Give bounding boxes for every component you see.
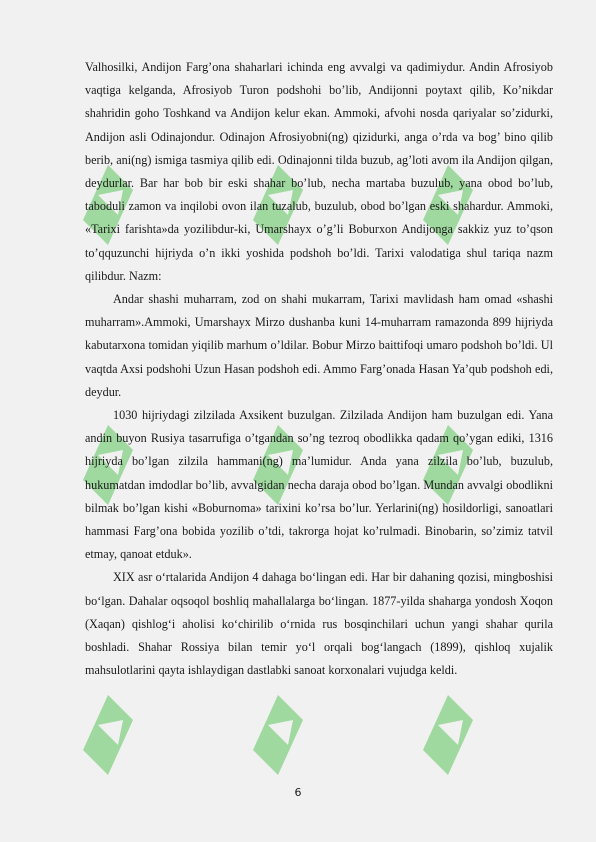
document-body xyxy=(85,56,553,682)
watermark-logo-icon xyxy=(78,690,138,780)
paragraph: 1030 hijriydagi zilzilada Axsikent buzulgan. Zilzilada Andijon ham buzulgan edi. Yana andin buyon Rusiya tasarrufiga o’tgandan so’ng tezroq obodlikka qadam qo’ygan ediki, 1316 hijriyda bo’lgan zilzila hammani(ng) ma’lumidur. Anda yana zilzila bo’lub, buzulub, hukumatdan imdodlar bo’lib, avvalgidan necha daraja obod bo’lgan. Mundan avvalgi obodlikni bilmak bo’lgan kishi «Boburnoma» tarixini ko’rsa bo’lur. Yerlarini(ng) hosildorligi, sanoatlari hammasi Farg’ona bobida yozilib o’tdi, takrorga hojat ko’rulmadi. Binobarin, so’zimiz tatvil etmay, qanoat etduk». xyxy=(85,408,553,562)
paragraph: Andar shashi muharram, zod on shahi mukarram, Tarixi mavlidash ham omad «shashi muharram».Ammoki, Umarshayx Mirzo dushanba kuni 14-muharram ramazonda 899 hijriyda kabutarxona tomidan yiqilib marhum o’ldilar. Bobur Mirzo baittifoqi umaro podshoh bo’ldi. Ul vaqtda Axsi podshohi Uzun Hasan podshoh edi. Ammo Farg’onada Hasan Ya’qub podshoh edi, deydur. xyxy=(85,292,553,399)
watermark-logo-icon xyxy=(248,690,308,780)
paragraph: XIX asr oʻrtalarida Andijon 4 dahaga boʻlingan edi. Har bir dahaning qozisi, mingboshisi boʻlgan. Dahalar oqsoqol boshliq mahallalarga boʻlingan. 1877-yilda shaharga yondosh Xoqon (Xaqan) qishlogʻi aholisi koʻchirilib oʻrnida rus bosqinchilari uchun yangi shahar qurila boshladi. Shahar Rossiya bilan temir yoʻl orqali bogʻlangach (1899), qishloq xujalik mahsulotlarini qayta ishlaydigan dastlabki sanoat korxonalari vujudga keldi. xyxy=(85,570,553,678)
page-number: 6 xyxy=(294,786,302,799)
paragraph: Valhosilki, Andijon Farg’ona shaharlari ichinda eng avvalgi va qadimiydur. Andin Afrosiyob vaqtiga kelganda, Afrosiyob Turon podshohi bo’lib, Andijonni poytaxt qilib, Ko’nikdar shahridin goho Toshkand va Andijon kelur ekan. Ammoki, afvohi nosda qariyalar so’zidurki, Andijon asli Odinajondur. Odinajon Afrosiyobni(ng) qizidurki, anga o’rda va bog’ bino qilib berib, ani(ng) ismiga tasmiya qilib edi. Odinajonni tilda buzub, ag’loti avom ila Andijon qilgan, deydurlar. Bar har bob bir eski shahar bo’lub, necha martaba buzulub, yana obod bo’lub, taboduli zamon va inqilobi ovon ilan tuzalub, buzulub, obod bo’lgan eski shahardur. Ammoki, «Tarixi farishta»da yozilibdur-ki, Umarshayx o’g’li Boburxon Andijonga sakkiz yuz to’qson to’qquzunchi hijriyda o’n ikki yoshida podshoh bo’ldi. Tarixi valodatiga shul tariqa nazm qilibdur. Nazm: xyxy=(85,60,553,283)
watermark-logo-icon xyxy=(418,690,478,780)
